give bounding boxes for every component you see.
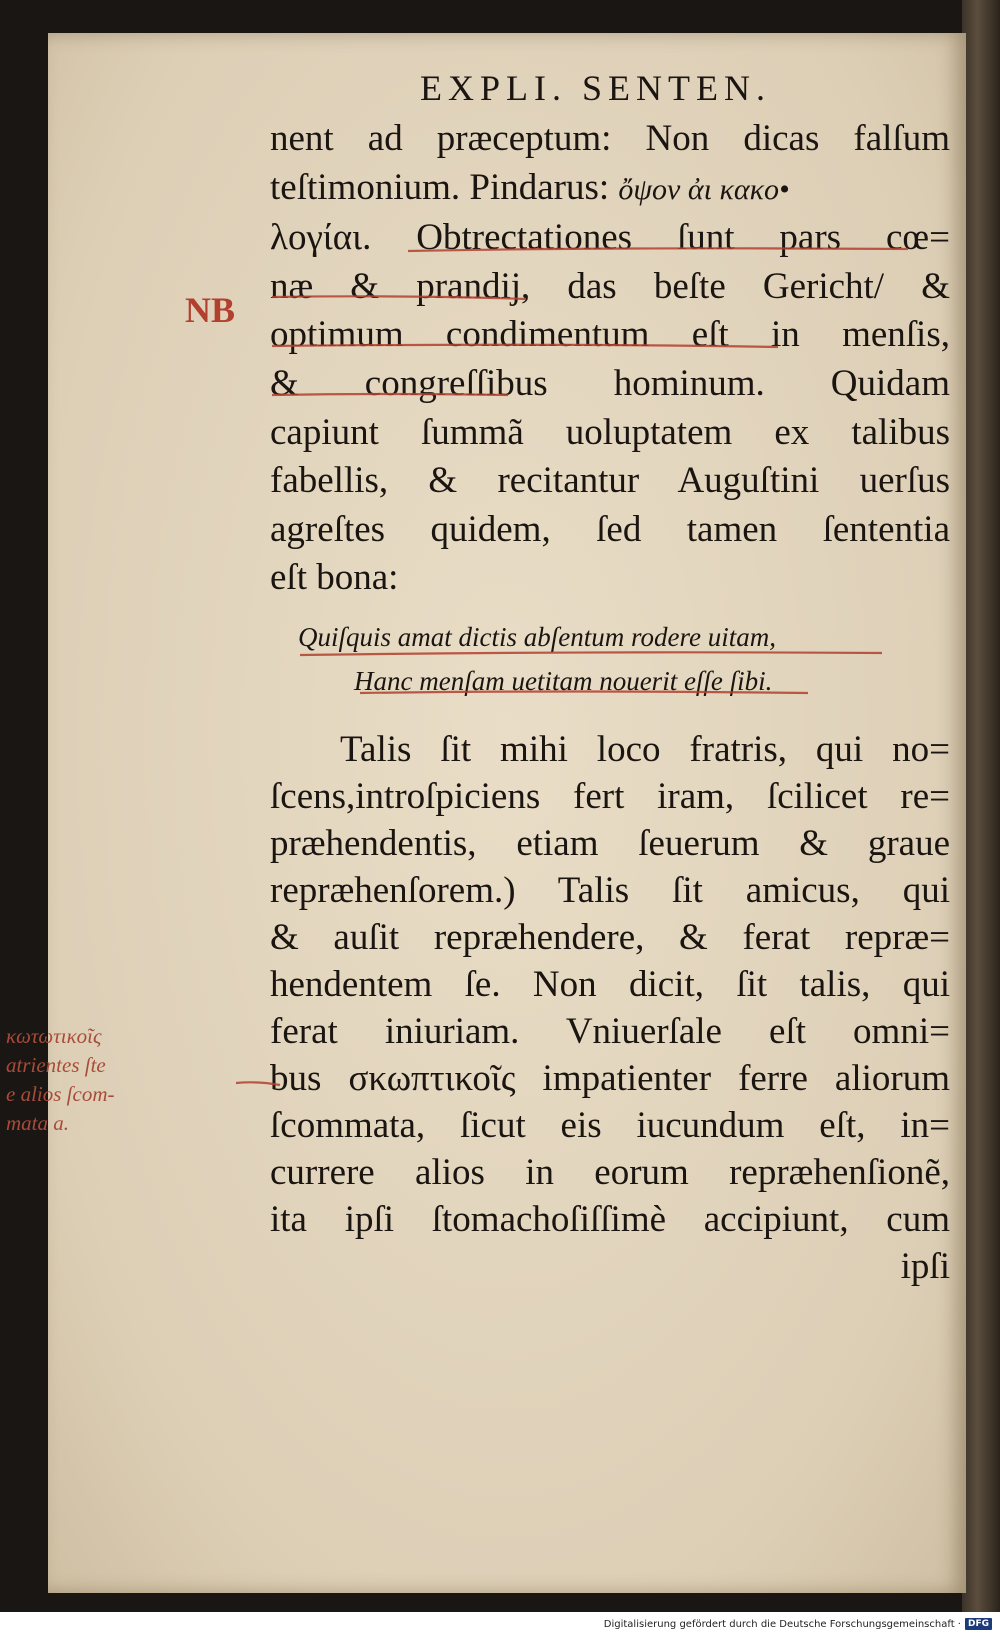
text-line xyxy=(270,164,950,215)
verse-quotation xyxy=(298,615,928,703)
marginal-note-line: κωτωτικοῖς xyxy=(6,1024,102,1048)
text-line: agreſtes quidem, ſed tamen ſententia xyxy=(270,508,950,550)
digitization-credit xyxy=(604,1618,992,1630)
greek-quote: ὄψον ἀι κακο• xyxy=(618,172,790,206)
marginal-note-line: mata a. xyxy=(6,1111,69,1135)
text-line: capiunt ſummã uoluptatem ex talibus xyxy=(270,411,950,453)
marginal-note-line: e alios ſcom- xyxy=(6,1082,115,1106)
verse-line: Quiſquis amat dictis abſentum rodere uitam, xyxy=(298,622,776,652)
body-text-top xyxy=(270,115,950,603)
text-line: ſcens,introſpiciens fert iram, ſcilicet re= xyxy=(270,776,950,817)
credit-text: Digitalisierung gefördert durch die Deutsche Forschungsgemeinschaft · xyxy=(603,1618,961,1630)
text-line: ita ipſi ſtomachoſiſſimè accipiunt, cum xyxy=(270,1199,950,1240)
text-line: ſcommata, ſicut eis iucundum eſt, in= xyxy=(270,1105,950,1146)
text-line: currere alios in eorum repræhenſionẽ, xyxy=(270,1152,950,1193)
dfg-logo: DFG xyxy=(965,1618,992,1630)
text-line: præhendentis, etiam ſeuerum & graue xyxy=(270,823,950,864)
text-line: & auſit repræhendere, & ferat repræ= xyxy=(270,917,950,958)
text-line: fabellis, & recitantur Auguſtini uerſus xyxy=(270,460,950,502)
text-line: eſt bona: xyxy=(270,557,399,599)
text-line: repræhenſorem.) Talis ſit amicus, qui xyxy=(270,870,950,911)
handwritten-marginal-note xyxy=(6,1022,226,1138)
text-line: λογίαι. Obtrectationes ſunt pars cœ= xyxy=(270,217,950,259)
text-line: nent ad præceptum: Non dicas falſum xyxy=(270,118,950,159)
text-line-part: teſtimonium. Pindarus: xyxy=(270,166,610,208)
book-spine xyxy=(962,0,1000,1612)
catchword: ipſi xyxy=(900,1246,950,1287)
text-line: bus σκωπτικοῖς impatienter ferre aliorum xyxy=(270,1058,950,1099)
running-head: EXPLI. SENTEN. xyxy=(420,68,771,108)
verse-line: Hanc menſam uetitam nouerit eſſe ſibi. xyxy=(354,666,773,696)
text-line: næ & prandij, das beſte Gericht/ & xyxy=(270,265,950,307)
body-text-bottom xyxy=(270,726,950,1290)
book-page xyxy=(48,33,966,1593)
nota-bene-mark: NB xyxy=(185,290,236,330)
text-line: & congreſſibus hominum. Quidam xyxy=(270,362,950,404)
marginal-note-line: atrientes ſte xyxy=(6,1053,106,1077)
text-line: hendentem ſe. Non dicit, ſit talis, qui xyxy=(270,964,950,1005)
text-line: optimum condimentum eſt in menſis, xyxy=(270,314,950,356)
text-line: ferat iniuriam. Vniuerſale eſt omni= xyxy=(270,1011,950,1052)
text-line: Talis ſit mihi loco fratris, qui no= xyxy=(340,729,950,770)
